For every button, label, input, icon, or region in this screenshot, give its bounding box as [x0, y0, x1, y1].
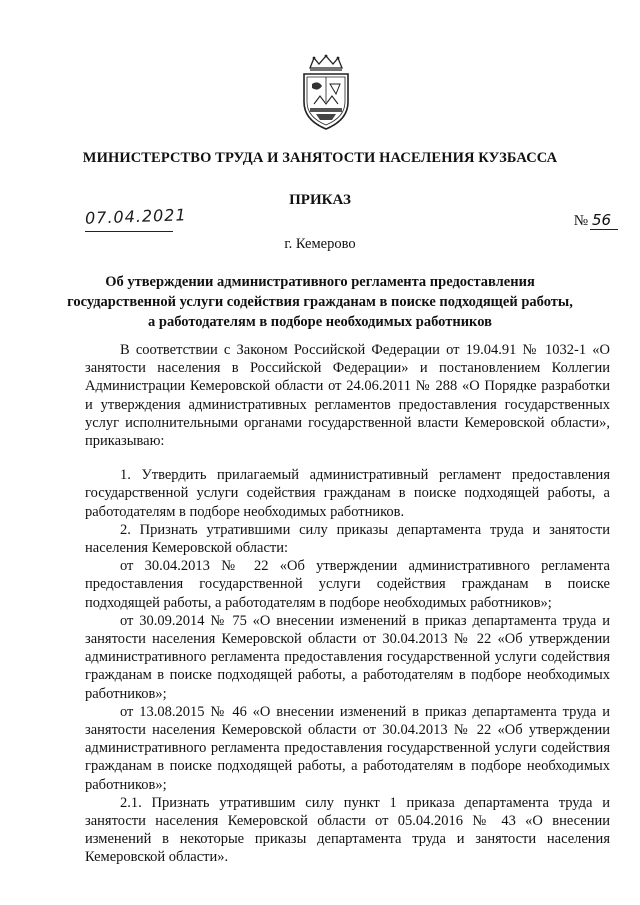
repealed-order-2014: от 30.09.2014 № 75 «О внесении изменений в приказ департамента труда и занятости населения Кемеровской области от 30.04.2013 № 22 «Об утверждении административного регламента предоставления государственной услуги содействия гражданам в поиске подходящей работы, а работодателям в подборе необходимых работников»; — [85, 612, 610, 702]
repealed-order-2013: от 30.04.2013 № 22 «Об утверждении административного регламента предоставления государственной услуги содействия гражданам в поиске подходящей работы, а работодателям в подборе необходимых работников»; — [85, 558, 610, 611]
document-title — [60, 272, 580, 332]
preamble-paragraph: В соответствии с Законом Российской Федерации от 19.04.91 № 1032-1 «О занятости населения в Российской Федерации» и постановлением Коллегии Администрации Кемеровской области от 24.06.2011 № 288 «О Порядке разработки и утверждения административных регламентов предоставления государственных услуг исполнительными органами государственной власти Кемеровской области», приказываю: — [85, 342, 610, 450]
document-type: ПРИКАЗ — [289, 192, 351, 208]
date-number-row — [85, 207, 620, 235]
title-line: Об утверждении административного регламента предоставления — [105, 274, 535, 290]
document-number-block — [574, 211, 618, 230]
date-underline — [85, 231, 173, 232]
document-number: 56 — [590, 211, 618, 230]
title-line: государственной услуги содействия гражданам в поиске подходящей работы, — [67, 294, 573, 310]
order-item-1: 1. Утвердить прилагаемый административный регламент предоставления государственной услуги содействия гражданам в поиске подходящей работы, а работодателям в подборе необходимых работников. — [85, 467, 610, 520]
number-label: № — [573, 213, 588, 229]
order-item-2-1: 2.1. Признать утратившим силу пункт 1 приказа департамента труда и занятости населения Кемеровской области от 05.04.2016 № 43 «О внесении изменений в некоторые приказы департамента труда и занятости населения Кемеровской области». — [85, 794, 610, 866]
ministry-name: МИНИСТЕРСТВО ТРУДА И ЗАНЯТОСТИ НАСЕЛЕНИЯ КУЗБАССА — [82, 150, 558, 166]
city-name: г. Кемерово — [284, 236, 356, 252]
title-line: а работодателям в подборе необходимых работников — [148, 314, 492, 330]
document-body — [85, 341, 610, 867]
document-date: 07.04.2021 — [84, 205, 187, 228]
repealed-order-2015: от 13.08.2015 № 46 «О внесении изменений в приказ департамента труда и занятости населения Кемеровской области от 30.04.2013 № 22 «Об утверждении административного регламента предоставления государственной услуги содействия гражданам в поиске подходящей работы, а работодателям в подборе необходимых работников»; — [85, 703, 610, 793]
order-item-2: 2. Признать утратившими силу приказы департамента труда и занятости населения Кемеровской области: — [85, 521, 610, 557]
coat-of-arms-icon — [296, 54, 356, 132]
